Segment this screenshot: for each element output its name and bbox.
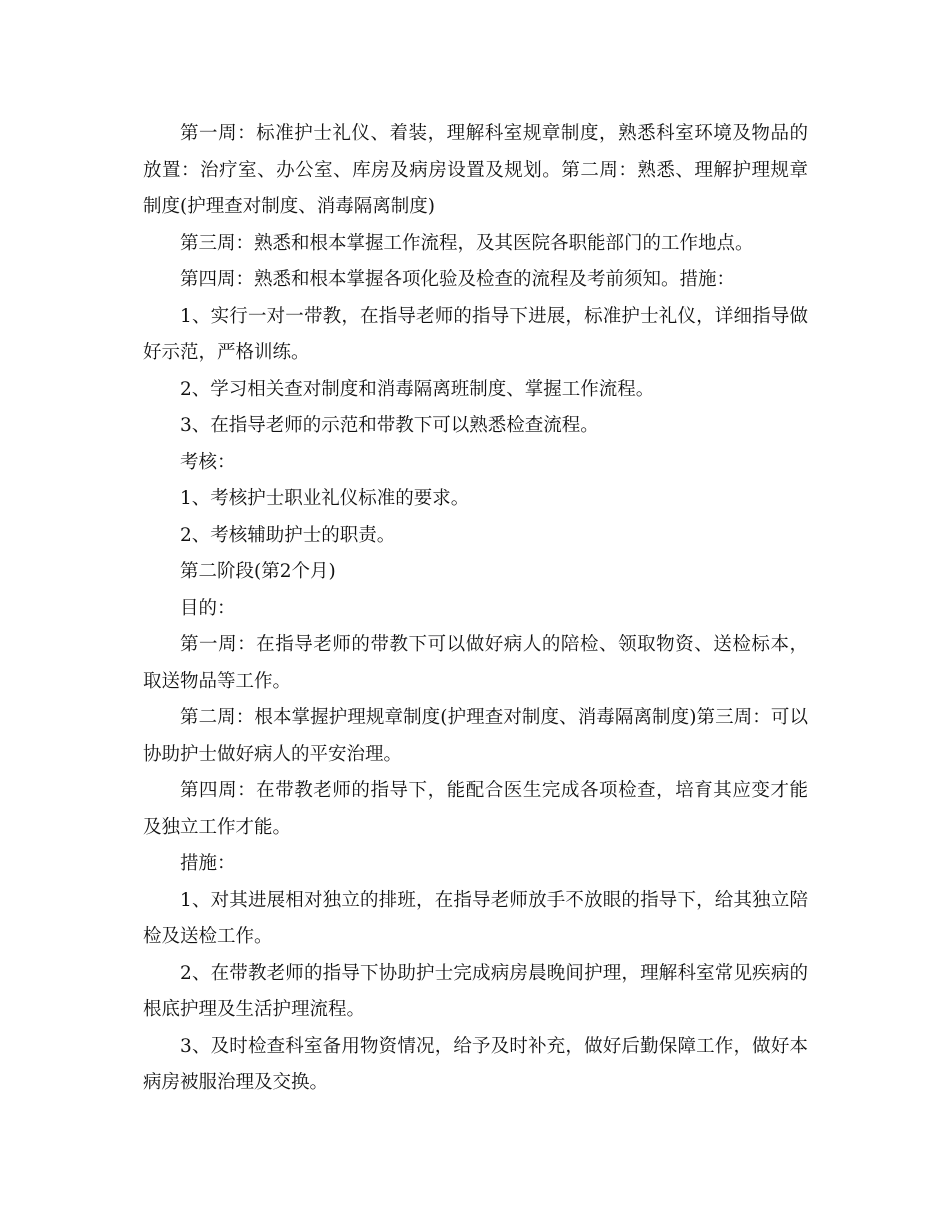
assessment-item-2: 2、考核辅助护士的职责。 — [180, 524, 396, 546]
measure-item-2: 2、学习相关查对制度和消毒隔离班制度、掌握工作流程。 — [180, 378, 655, 400]
measure-item-3: 3、在指导老师的示范和带教下可以熟悉检查流程。 — [180, 415, 599, 436]
stage2-measure-item-1: 1、对其进展相对独立的排班，在指导老师放手不放眼的指导下，给其独立陪检及送检工作。 — [143, 889, 808, 947]
measure-item-1: 1、实行一对一带教，在指导老师的指导下进展，标准护士礼仪，详细指导做好示范，严格训练。 — [143, 305, 808, 363]
paragraph-week4-measures: 第四周：熟悉和根本掌握各项化验及检查的流程及考前须知。措施： — [180, 269, 736, 290]
document-body — [143, 116, 808, 1102]
assessment-heading: 考核： — [180, 451, 236, 473]
paragraph-week3: 第三周：熟悉和根本掌握工作流程，及其医院各职能部门的工作地点。 — [180, 232, 754, 254]
paragraph-week1: 第一周：标准护士礼仪、着装，理解科室规章制度，熟悉科室环境及物品的放置：治疗室、办公室、库房及病房设置及规划。第二周：熟悉、理解护理规章制度(护理查对制度、消毒隔离制度) — [143, 123, 808, 217]
stage2-measure-item-3: 3、及时检查科室备用物资情况，给予及时补充，做好后勤保障工作，做好本病房被服治理及交换。 — [143, 1035, 808, 1093]
stage2-measure-item-2: 2、在带教老师的指导下协助护士完成病房晨晚间护理，理解科室常见疾病的根底护理及生活护理流程。 — [143, 962, 808, 1020]
stage2-measures-heading: 措施： — [180, 853, 236, 874]
assessment-item-1: 1、考核护士职业礼仪标准的要求。 — [180, 488, 470, 509]
objective-heading: 目的： — [180, 597, 236, 619]
stage2-week1: 第一周：在指导老师的带教下可以做好病人的陪检、领取物资、送检标本，取送物品等工作。 — [143, 634, 808, 692]
stage2-week4: 第四周：在带教老师的指导下，能配合医生完成各项检查，培育其应变才能及独立工作才能。 — [143, 780, 808, 838]
stage2-heading: 第二阶段(第2个月) — [180, 561, 336, 582]
stage2-week2-week3: 第二周：根本掌握护理规章制度(护理查对制度、消毒隔离制度)第三周：可以协助护士做好病人的平安治理。 — [143, 707, 808, 765]
